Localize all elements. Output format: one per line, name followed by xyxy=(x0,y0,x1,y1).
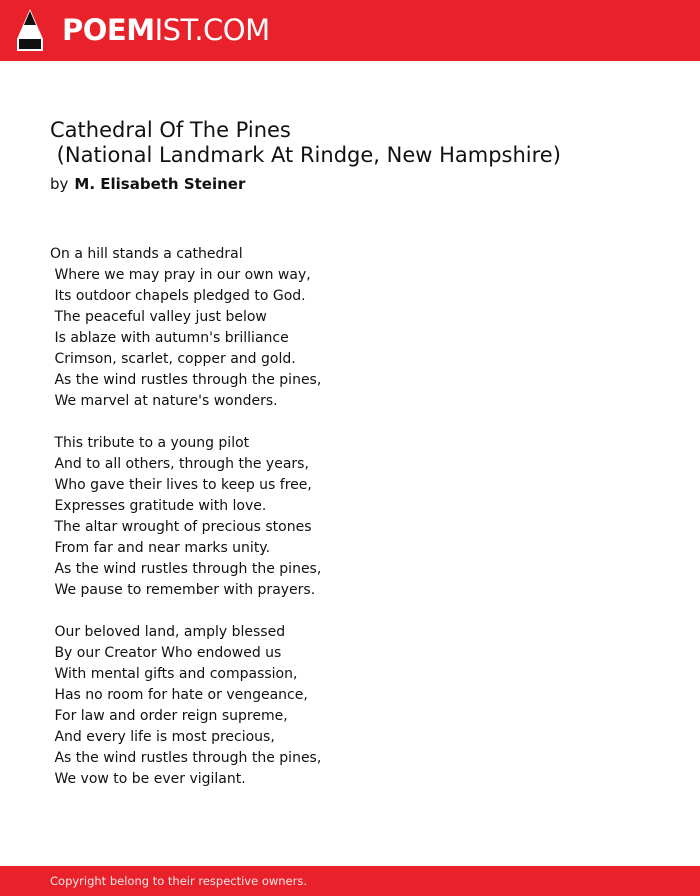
stanza xyxy=(50,244,321,412)
poem-line: As the wind rustles through the pines, xyxy=(50,561,322,577)
poem-line: For law and order reign supreme, xyxy=(50,708,288,724)
stanza xyxy=(50,433,321,601)
poem-line: We vow to be ever vigilant. xyxy=(50,771,246,787)
poem-line: Who gave their lives to keep us free, xyxy=(50,477,312,493)
poem-line: Expresses gratitude with love. xyxy=(50,498,267,514)
logo-bold-text: POEM xyxy=(62,13,155,47)
by-label: by xyxy=(50,175,69,193)
pencil-tip-icon xyxy=(17,9,43,51)
poem-line: Our beloved land, amply blessed xyxy=(50,624,286,640)
poem-line: The altar wrought of precious stones xyxy=(50,519,312,535)
poem-line: As the wind rustles through the pines, xyxy=(50,750,322,766)
copyright-notice: Copyright belong to their respective owners. xyxy=(50,874,308,888)
site-logo[interactable] xyxy=(62,12,270,48)
stanza xyxy=(50,622,321,790)
poem-line: Has no room for hate or vengeance, xyxy=(50,687,308,703)
site-header xyxy=(0,0,700,61)
poem-line: The peaceful valley just below xyxy=(50,309,267,325)
poem-line: By our Creator Who endowed us xyxy=(50,645,282,661)
poem-line: From far and near marks unity. xyxy=(50,540,271,556)
poem-line: Crimson, scarlet, copper and gold. xyxy=(50,351,296,367)
poem-body xyxy=(50,244,321,811)
poem-line: We marvel at nature's wonders. xyxy=(50,393,278,409)
poem-title: Cathedral Of The Pines (National Landmark At Rindge, New Hampshire) xyxy=(50,118,561,167)
poem-line: And to all others, through the years, xyxy=(50,456,309,472)
poem-line: Where we may pray in our own way, xyxy=(50,267,311,283)
byline xyxy=(50,174,245,194)
poem-line: With mental gifts and compassion, xyxy=(50,666,298,682)
poem-line: On a hill stands a cathedral xyxy=(50,246,243,262)
logo-light-text: IST.COM xyxy=(154,13,270,47)
poem-line: Is ablaze with autumn's brilliance xyxy=(50,330,289,346)
author-name[interactable]: M. Elisabeth Steiner xyxy=(74,175,246,193)
poem-line: And every life is most precious, xyxy=(50,729,275,745)
poem-line: We pause to remember with prayers. xyxy=(50,582,316,598)
site-footer xyxy=(0,866,700,896)
poem-line: This tribute to a young pilot xyxy=(50,435,250,451)
poem-line: Its outdoor chapels pledged to God. xyxy=(50,288,306,304)
poem-line: As the wind rustles through the pines, xyxy=(50,372,322,388)
